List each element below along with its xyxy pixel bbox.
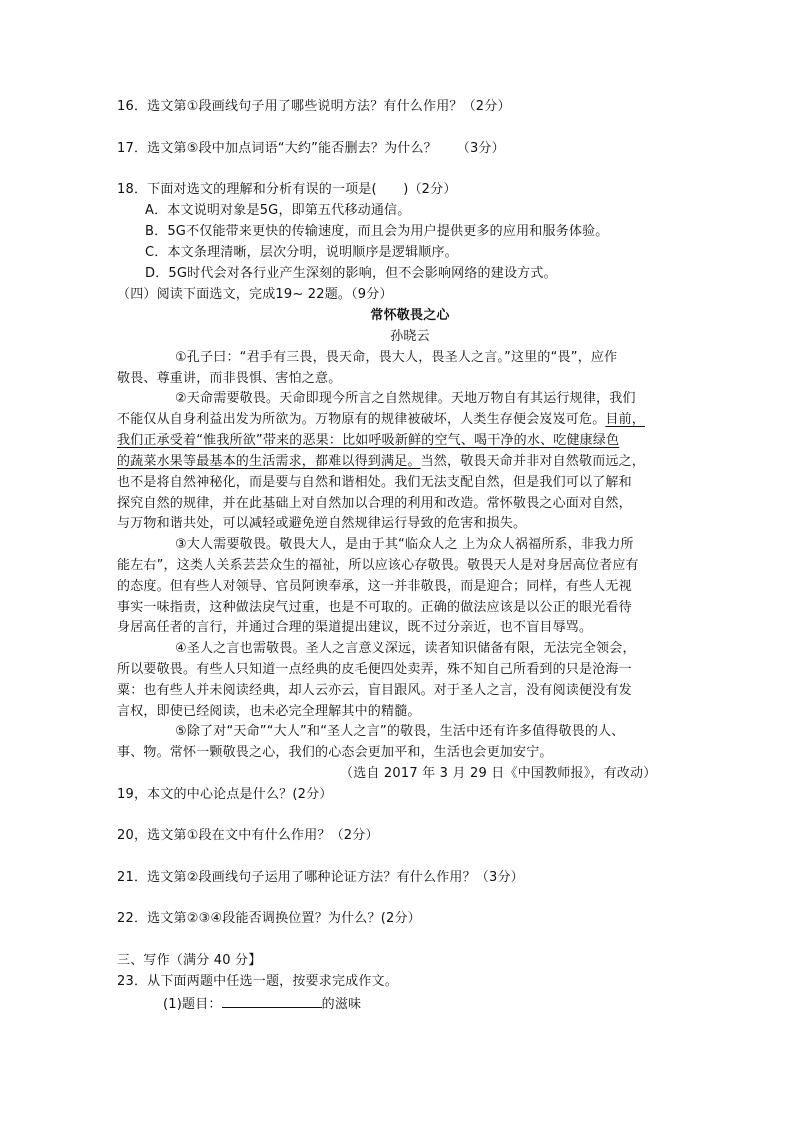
paragraph-4-line: ④圣人之言也需敬畏。圣人之言意义深远，读者知识储备有限，无法完全领会， bbox=[175, 641, 636, 656]
paragraph-2-line: 探究自然的规律，并在此基础上对自然加以合理的利用和改造。常怀敬畏之心面对自然， bbox=[117, 496, 632, 511]
question-18: 18．下面对选文的理解和分析有误的一项是( )（2分） bbox=[117, 182, 457, 197]
paragraph-2-line bbox=[117, 410, 677, 430]
paragraph-5-line: 事、物。常怀一颗敬畏之心，我们的心态会更加平和，生活也会更加安宁。 bbox=[117, 745, 553, 760]
option-b: B．5G不仅能带来更快的传输速度，而且会为用户提供更多的应用和服务体验。 bbox=[145, 224, 609, 239]
essay-prompt-suffix: 的滋味 bbox=[321, 997, 362, 1012]
essay-prompt-prefix: (1)题目： bbox=[163, 997, 222, 1012]
essay-prompt bbox=[163, 993, 361, 1013]
paragraph-5-line: ⑤除了对“天命”“大人”和“圣人之言”的敬畏，生活中还有许多值得敬畏的人、 bbox=[175, 724, 625, 739]
paragraph-3-line: 身居高任者的言行，并通过合理的渠道提出建议，既不过分亲近，也不盲目辱骂。 bbox=[117, 620, 593, 635]
question-22: 22．选文第②③④段能否调换位置？为什么？(2分） bbox=[117, 911, 421, 926]
question-21: 21．选文第②段画线句子运用了哪种论证方法？有什么作用？（3分） bbox=[117, 870, 524, 885]
underlined-sentence: 的蔬菜水果等最基本的生活需求，都难以得到满足。 bbox=[117, 454, 421, 469]
paragraph-4-line: 所以要敬畏。有些人只知道一点经典的皮毛便四处卖弄，殊不知自己所看到的只是沧海一 bbox=[117, 662, 632, 677]
paragraph-4-line: 言权，即使已经阅读，也未必完全理解其中的精髓。 bbox=[117, 704, 421, 719]
article-author: 孙晓云 bbox=[390, 329, 430, 344]
paragraph-3-line: 事实一味指责，这种做法戾气过重，也是不可取的。正确的做法应该是以公正的眼光看待 bbox=[117, 600, 632, 615]
article-title: 常怀敬畏之心 bbox=[370, 308, 450, 323]
option-c: C．本文条理清晰，层次分明，说明顺序是逻辑顺序。 bbox=[145, 245, 458, 260]
paragraph-3-line: 的态度。但有些人对领导、官员阿谀奉承，这一并非敬畏，而是迎合；同样，有些人无视 bbox=[117, 579, 632, 594]
article-source: （选自 2017 年 3 月 29 日《中国教师报》，有改动） bbox=[340, 766, 657, 781]
paragraph-2-line: 也不是将自然神秘化，而是要与自然和谐相处。我们无法支配自然，但是我们可以了解和 bbox=[117, 475, 632, 490]
question-17: 17．选文第⑤段中加点词语“大约”能否删去？为什么？ （3分） bbox=[117, 141, 505, 156]
writing-heading: 三、写作（满分 40 分】 bbox=[117, 953, 262, 968]
question-23: 23．从下面两题中任选一题，按要求完成作文。 bbox=[117, 974, 398, 989]
underlined-sentence: 目前， bbox=[605, 412, 646, 427]
section-heading: （四）阅读下面选文，完成19~ 22题。（9分） bbox=[117, 287, 393, 302]
question-16: 16．选文第①段画线句子用了哪些说明方法？有什么作用？（2分） bbox=[117, 99, 511, 114]
paragraph-2-text: 当然，敬畏天命并非对自然敬而远之， bbox=[420, 454, 646, 469]
paragraph-2-text: 不能仅从自身利益出发为所欲为。万物原有的规律被破坏，人类生存便会岌岌可危。 bbox=[117, 412, 606, 427]
underlined-sentence: 我们正承受着“惟我所欲”带来的恶果：比如呼吸新鲜的空气、喝干净的水、吃健康绿色 bbox=[117, 433, 620, 448]
question-19: 19，本文的中心论点是什么？(2分） bbox=[117, 787, 333, 802]
paragraph-2-line bbox=[117, 431, 677, 451]
paragraph-1-line: 敬畏、尊重讲，而非畏惧、害怕之意。 bbox=[117, 371, 342, 386]
option-d: D．5G时代会对各行业产生深刻的影响，但不会影响网络的建设方式。 bbox=[145, 266, 557, 281]
essay-title-blank[interactable] bbox=[222, 993, 322, 1008]
paragraph-2-line: 与万物和谐共处，可以减轻或避免逆自然规律运行导致的危害和损失。 bbox=[117, 516, 527, 531]
paragraph-3-line: ③大人需要敬畏。敬畏大人，是由于其“临众人之 上为众人祸福所系，非我力所 bbox=[175, 537, 634, 552]
paragraph-4-line: 粟：也有些人并未阅读经典，却人云亦云，盲目跟风。对于圣人之言，没有阅读便没有发 bbox=[117, 683, 632, 698]
question-20: 20，选文第①段在文中有什么作用？（2分） bbox=[117, 828, 379, 843]
paragraph-2-line: ②天命需要敬畏。天命即现今所言之自然规律。天地万物自有其运行规律，我们 bbox=[175, 391, 636, 406]
paragraph-3-line: 能左右”，这类人关系芸芸众生的福祉，所以应该心存敬畏。敬畏天人是对身居高位者应有 bbox=[117, 558, 639, 573]
option-a: A．本文说明对象是5G，即第五代移动通信。 bbox=[145, 203, 411, 218]
paragraph-2-line bbox=[117, 452, 677, 472]
paragraph-1-line: ①孔子曰：“君手有三畏，畏天命，畏大人，畏圣人之言。”这里的“畏”，应作 bbox=[175, 350, 618, 365]
